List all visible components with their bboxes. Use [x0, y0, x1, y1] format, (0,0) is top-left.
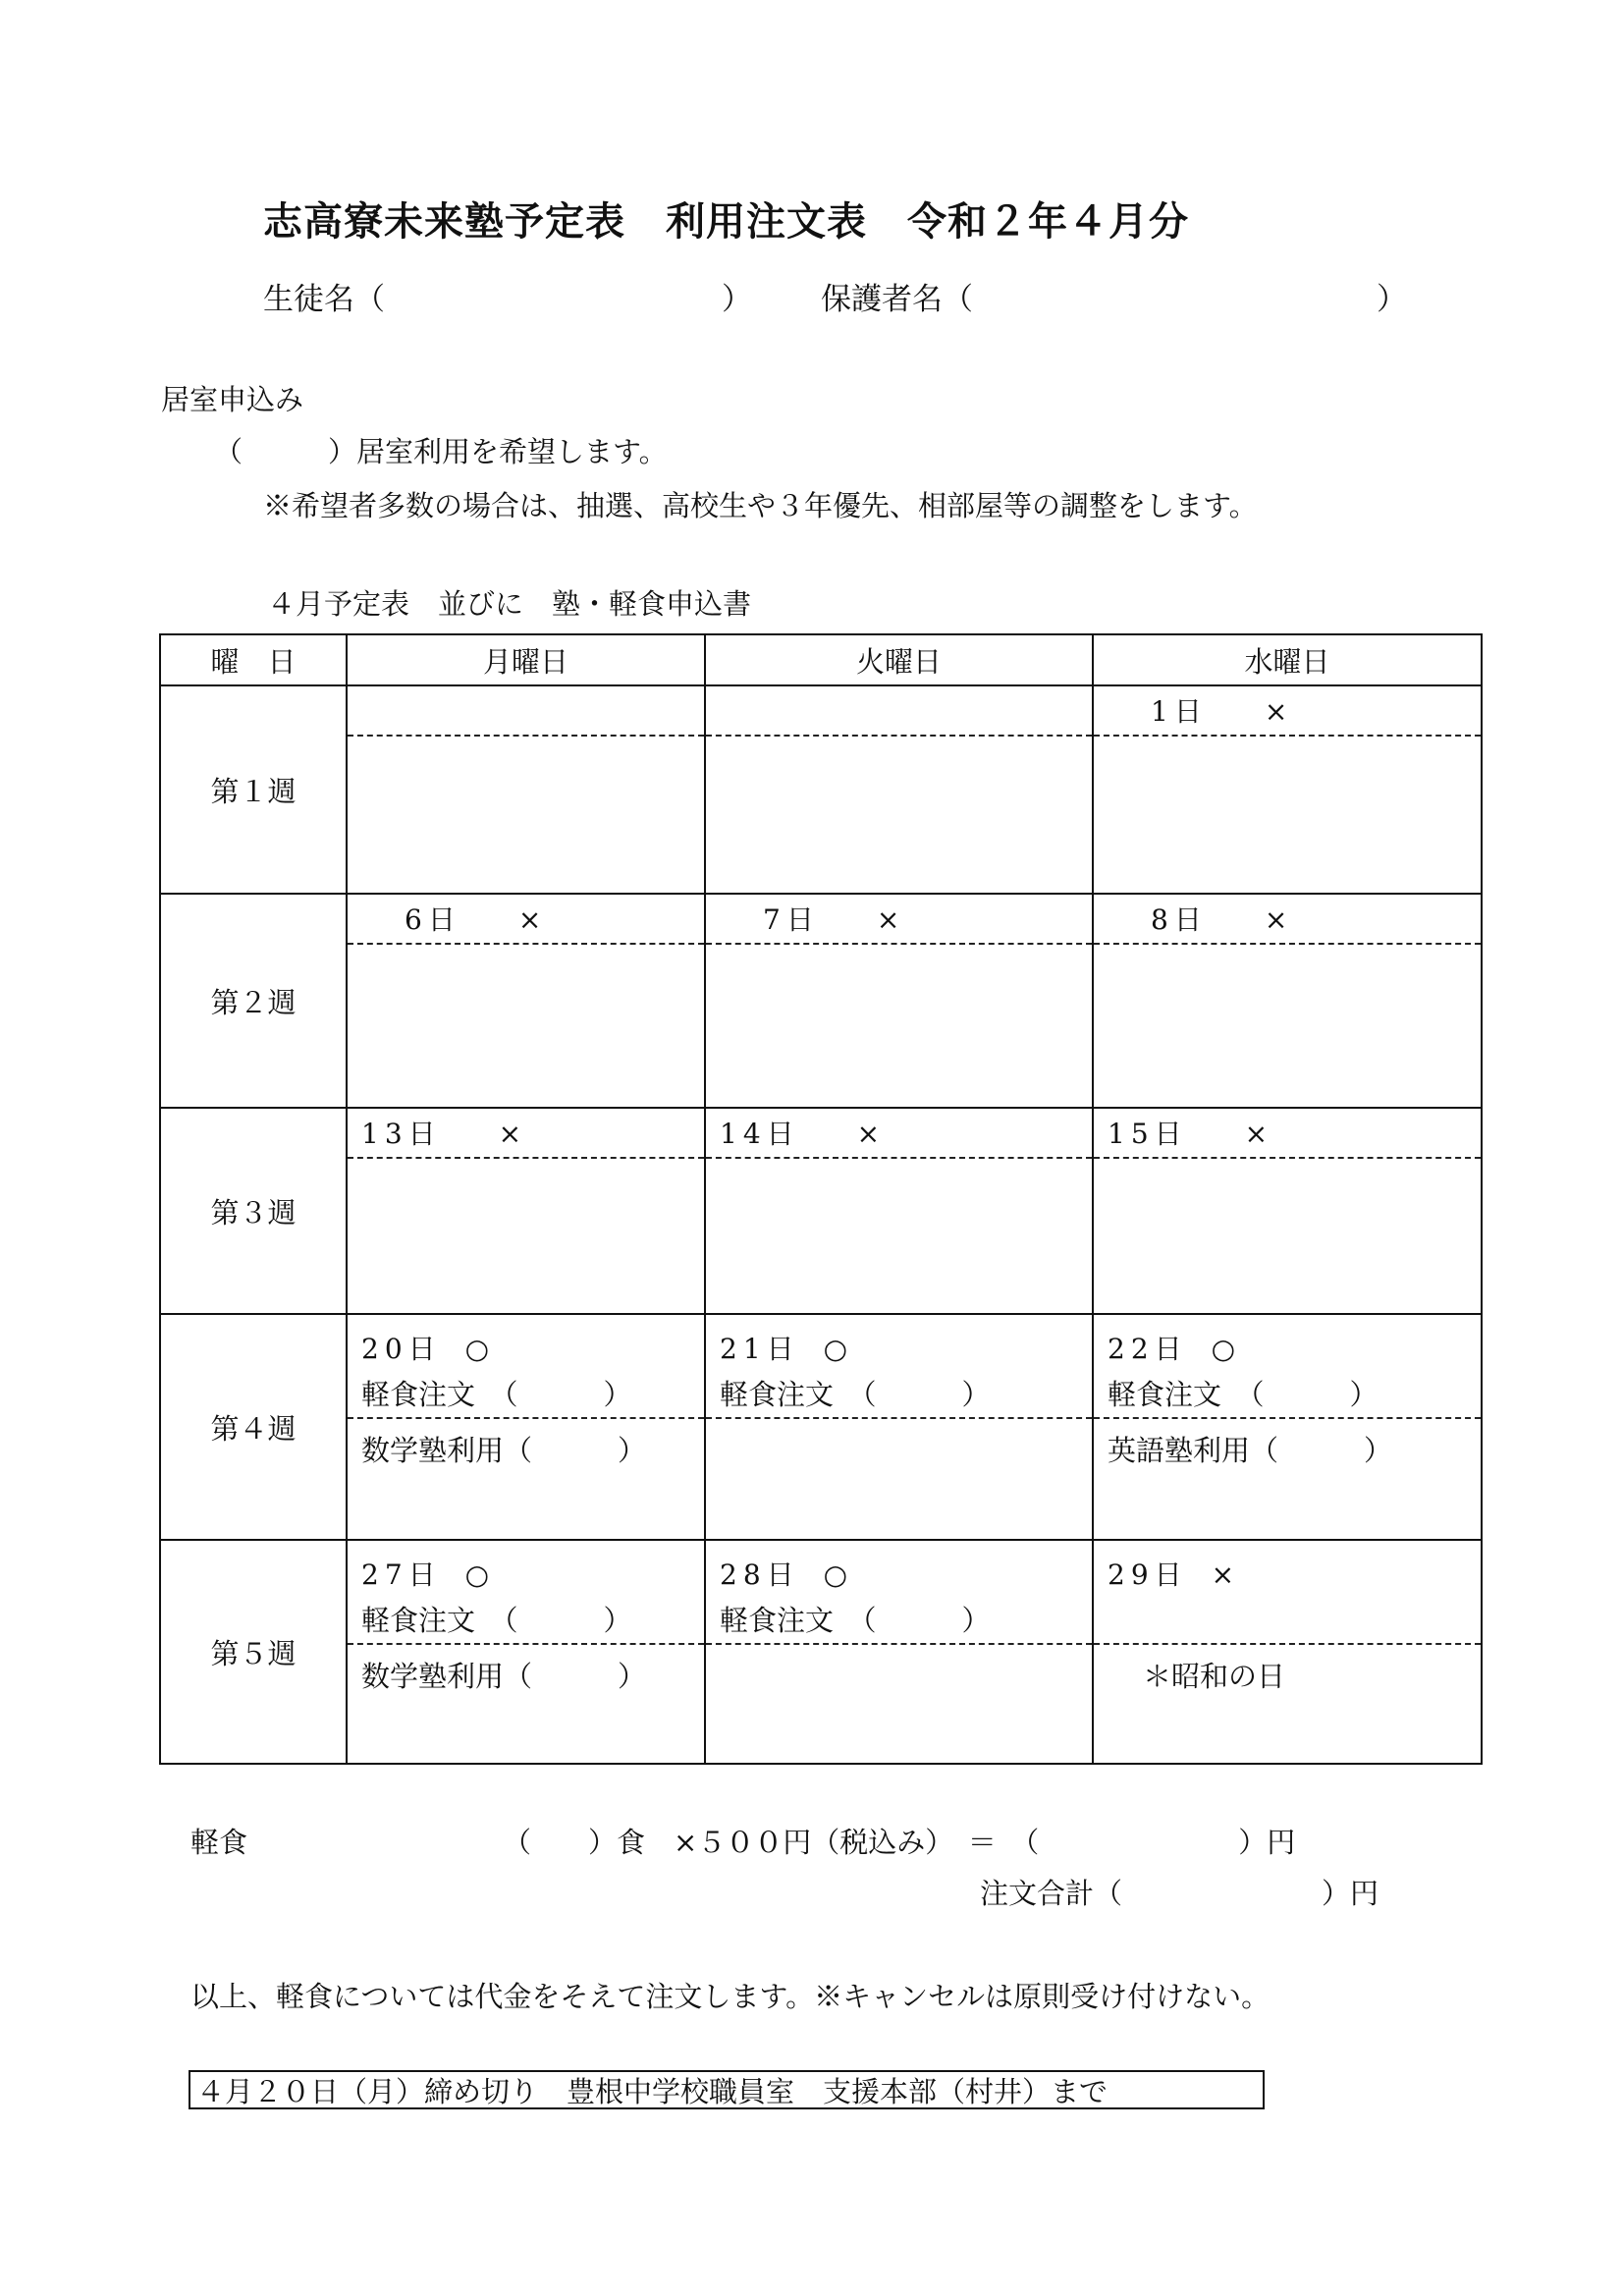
date-text: 7日 — [763, 903, 820, 936]
order-total[interactable]: 注文合計（ ）円 — [980, 1877, 1379, 1910]
week-label: 第５週 — [160, 1540, 347, 1764]
week-row-4 — [160, 1314, 1482, 1540]
date-text: 20日 — [361, 1333, 442, 1365]
holiday-note: ＊昭和の日 — [1143, 1660, 1286, 1693]
week-label: 第４週 — [160, 1314, 347, 1540]
day-cell — [705, 894, 1093, 1108]
order-statement: 以上、軽食については代金をそえて注文します。※キャンセルは原則受け付けない。 — [190, 1980, 1271, 2013]
date-text: 22日 — [1108, 1333, 1188, 1365]
availability-mark: × — [1264, 695, 1288, 728]
date-text: 14日 — [720, 1118, 800, 1150]
header-day: 曜 日 — [160, 634, 347, 685]
snack-order-field[interactable]: 軽食注文 （ ） — [720, 1378, 991, 1411]
student-name-close: ） — [722, 282, 752, 317]
day-cell — [705, 1540, 1093, 1764]
availability-mark: × — [1264, 903, 1288, 936]
week-row-5 — [160, 1540, 1482, 1764]
snack-order-field[interactable]: 軽食注文 （ ） — [1108, 1378, 1379, 1411]
schedule-caption: ４月予定表 並びに 塾・軽食申込書 — [267, 587, 752, 621]
guardian-name-label: 保護者名（ — [821, 282, 973, 317]
day-cell — [1093, 894, 1482, 1108]
day-cell — [705, 1314, 1093, 1540]
room-heading: 居室申込み — [161, 383, 304, 416]
day-cell — [1093, 685, 1482, 894]
snack-label: 軽食 — [190, 1826, 248, 1859]
week-row-1 — [160, 685, 1482, 894]
header-wednesday: 水曜日 — [1093, 634, 1482, 685]
availability-mark: ○ — [464, 1558, 490, 1591]
day-cell — [705, 1108, 1093, 1314]
cell-bottom — [706, 945, 1092, 955]
availability-mark: × — [856, 1118, 881, 1150]
header-monday: 月曜日 — [347, 634, 705, 685]
date-text: 1日 — [1151, 695, 1208, 728]
cell-bottom — [706, 1159, 1092, 1169]
cell-bottom — [706, 737, 1092, 746]
date-text: 29日 — [1108, 1558, 1188, 1591]
week-row-3 — [160, 1108, 1482, 1314]
week-label: 第１週 — [160, 685, 347, 894]
guardian-name-close: ） — [1377, 282, 1407, 317]
snack-calculation[interactable]: （ ）食 ×５００円（税込み） ＝ （ ）円 — [503, 1826, 1296, 1859]
english-cram-field[interactable]: 英語塾利用（ ） — [1108, 1434, 1393, 1467]
cell-bottom — [348, 737, 704, 746]
day-cell — [347, 1108, 705, 1314]
availability-mark: ○ — [823, 1558, 848, 1591]
cell-bottom — [348, 945, 704, 955]
snack-order-field[interactable]: 軽食注文 （ ） — [720, 1604, 991, 1637]
room-note: ※希望者多数の場合は、抽選、高校生や３年優先、相部屋等の調整をします。 — [263, 489, 1258, 522]
date-text: 13日 — [361, 1118, 442, 1150]
day-cell — [347, 1540, 705, 1764]
page-title: 志高寮未来塾予定表 利用注文表 令和２年４月分 — [263, 199, 1189, 245]
cell-bottom — [706, 1645, 1092, 1655]
date-text: 8日 — [1151, 903, 1208, 936]
student-name-label: 生徒名（ — [263, 282, 385, 317]
cell-bottom — [348, 1159, 704, 1169]
math-cram-field[interactable]: 数学塾利用（ ） — [361, 1434, 647, 1467]
availability-mark: ○ — [1211, 1333, 1236, 1365]
day-cell — [347, 685, 705, 894]
availability-mark: × — [517, 903, 542, 936]
math-cram-field[interactable]: 数学塾利用（ ） — [361, 1660, 647, 1693]
room-request-line: （ ）居室利用を希望します。 — [214, 435, 668, 468]
date-text: 28日 — [720, 1558, 800, 1591]
availability-mark: × — [1211, 1558, 1235, 1591]
snack-order-field[interactable]: 軽食注文 （ ） — [361, 1604, 632, 1637]
week-label: 第３週 — [160, 1108, 347, 1314]
availability-mark: ○ — [464, 1333, 490, 1365]
date-text: 27日 — [361, 1558, 442, 1591]
schedule-table — [159, 633, 1483, 1765]
availability-mark: × — [1244, 1118, 1269, 1150]
cell-bottom — [706, 1419, 1092, 1429]
date-text: 21日 — [720, 1333, 800, 1365]
cell-bottom — [1094, 737, 1481, 746]
deadline-box: ４月２０日（月）締め切り 豊根中学校職員室 支援本部（村井）まで — [189, 2070, 1265, 2109]
week-label: 第２週 — [160, 894, 347, 1108]
table-header-row — [160, 634, 1482, 685]
day-cell — [705, 685, 1093, 894]
day-cell — [1093, 1108, 1482, 1314]
week-row-2 — [160, 894, 1482, 1108]
availability-mark: × — [876, 903, 900, 936]
date-text: 6日 — [405, 903, 461, 936]
availability-mark: ○ — [823, 1333, 848, 1365]
day-cell — [1093, 1540, 1482, 1764]
date-text: 15日 — [1108, 1118, 1188, 1150]
availability-mark: × — [498, 1118, 522, 1150]
day-cell — [347, 1314, 705, 1540]
day-cell — [347, 894, 705, 1108]
cell-bottom — [1094, 1159, 1481, 1169]
header-tuesday: 火曜日 — [705, 634, 1093, 685]
snack-order-field[interactable]: 軽食注文 （ ） — [361, 1378, 632, 1411]
cell-bottom — [1094, 945, 1481, 955]
day-cell — [1093, 1314, 1482, 1540]
